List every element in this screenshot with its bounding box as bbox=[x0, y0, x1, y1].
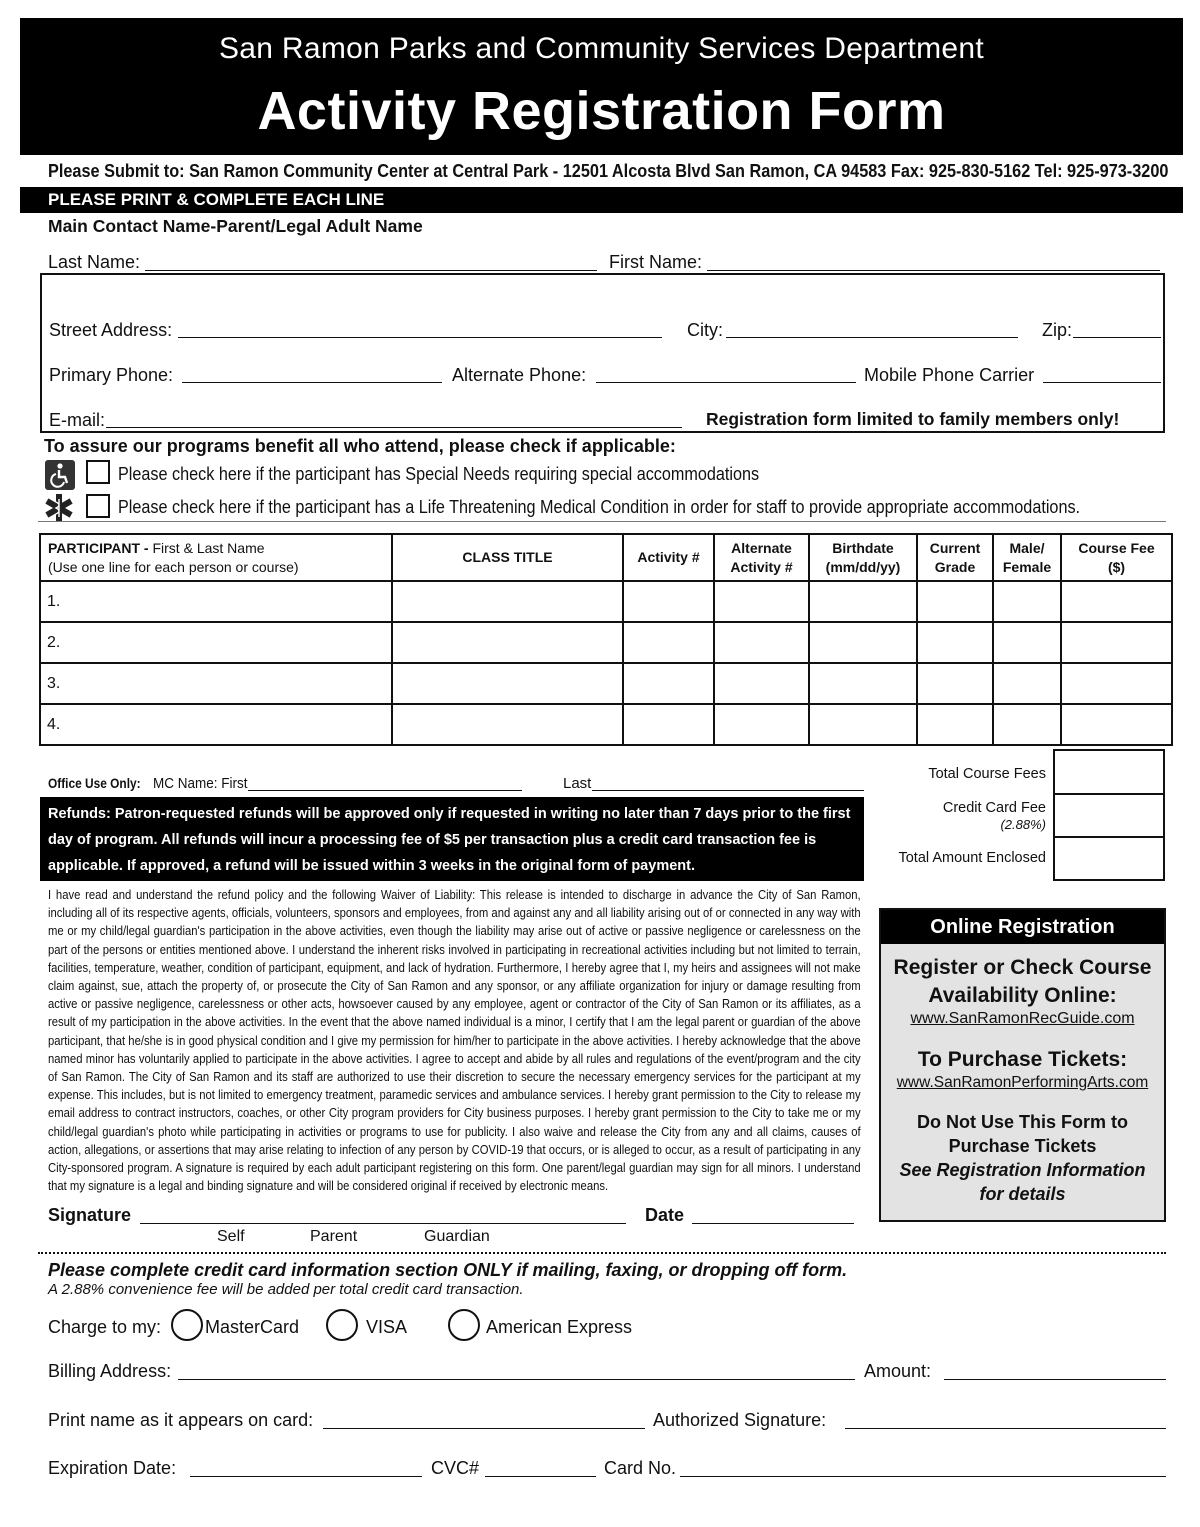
alternate-activity-cell[interactable] bbox=[714, 622, 809, 663]
course-fee-cell[interactable] bbox=[1061, 622, 1172, 663]
print-name-field[interactable] bbox=[323, 1428, 645, 1429]
mc-first-field[interactable] bbox=[248, 790, 522, 791]
total-amount-box[interactable] bbox=[1053, 836, 1165, 881]
department-name: San Ramon Parks and Community Services Department bbox=[218, 32, 984, 65]
mc-last-label: Last bbox=[563, 775, 592, 792]
course-fee-cell[interactable] bbox=[1061, 704, 1172, 745]
total-course-fees-box[interactable] bbox=[1053, 749, 1165, 795]
form-title: Activity Registration Form bbox=[257, 81, 946, 141]
visa-radio[interactable] bbox=[326, 1309, 358, 1341]
gender-cell[interactable] bbox=[993, 704, 1061, 745]
total-amount-label: Total Amount Enclosed bbox=[898, 850, 1046, 866]
print-name-label: Print name as it appears on card: bbox=[48, 1410, 314, 1430]
accommodations-divider bbox=[38, 521, 1166, 522]
see-info-1: See Registration Information bbox=[899, 1160, 1146, 1180]
date-field[interactable] bbox=[692, 1223, 854, 1224]
authorized-signature-field[interactable] bbox=[845, 1428, 1166, 1429]
alternate-phone-field[interactable] bbox=[596, 382, 856, 383]
performing-arts-link[interactable]: www.SanRamonPerformingArts.com bbox=[896, 1074, 1149, 1091]
zip-field[interactable] bbox=[1073, 337, 1161, 338]
authorized-signature-label: Authorized Signature: bbox=[653, 1410, 827, 1430]
table-row bbox=[40, 663, 1172, 704]
mastercard-radio[interactable] bbox=[171, 1309, 203, 1341]
grade-cell[interactable] bbox=[917, 663, 993, 704]
special-needs-label: Please check here if the participant has Special Needs requiring special accommodations bbox=[118, 464, 760, 484]
table-row bbox=[40, 581, 1172, 622]
class-title-header: CLASS TITLE bbox=[392, 534, 623, 581]
class-title-cell[interactable] bbox=[392, 581, 623, 622]
waiver-text: I have read and understand the refund policy and the following Waiver of Liability: This release is intended to discharge in advance the City of San Ramon, including all of its respective agents, officials, volunteers, sponsors and employees, from and against any and all liability arising out of or connected in any way with me or my child/legal guardian's participation in the above activities, even though the liability may arise out of active or passive negligence or carelessness on the part of the persons or entities mentioned above. I understand the inherent risks involved in participating in recreational activities including but not limited to terrain, facilities, temperature, weather, condition of participant, equipment, and lack of hydration. Furthermore, I hereby agree that I, my heirs and assignees will not make claim against, sue, attach the property of, or prosecute the City of San Ramon and any sponsor, or any affiliate organization for injury or damage resulting from active or passive negligence, carelessness or other acts, howsoever caused by any employee, agent or contractor of the City of San Ramon or its affiliates, as a result of my participation in the above activities. In the event that the above named individual is a minor, I certify that I am the legal parent or guardian of the above participant, that he/she is in good physical condition and I give my permission for him/her to participate in the above activities. I hereby acknowledge that the above named minor has voluntarily applied to participate in the above activities. I agree to accept and abide by all rules and regulations of the event/program and the city of San Ramon. The City of San Ramon and its staff are authorized to use their discretion to secure the necessary emergency services for the participant at my expense. This includes, but is not limited to emergency treatment, paramedic services and ambulance services. I hereby grant permission to the City to release my email address to contract instructors, coaches, or other City program providers for City business purposes. I hereby grant permission to the City to take me or my child/legal guardian's photo while participating in activities or programs to use for publicity. I also waive and release the City from any and all claims, causes of action, allegations, or assertions that may arise relating to infection of any person by COVID-19 that occurs, or is alleged to occur, as a result of participating in any City-sponsored program. A signature is required by each adult participant registering on this form. One parent/legal guardian may sign for all minors. I understand that my signature is a legal and binding signature and will be considered original if received by electronic means. bbox=[48, 888, 861, 1194]
wheelchair-icon bbox=[45, 460, 75, 495]
first-name-label: First Name: bbox=[609, 252, 703, 272]
activity-header: Activity # bbox=[623, 534, 714, 581]
refund-policy: Refunds: Patron-requested refunds will be approved only if requested in writing no later than 7 days prior to the first day of program. All refunds will incur a processing fee of $5 per transaction plus a credit card transaction fee is applicable. If approved, a refund will be issued within 3 weeks in the original form of payment. bbox=[40, 797, 864, 881]
table-row bbox=[40, 704, 1172, 745]
mc-first-label: MC Name: First bbox=[153, 775, 248, 792]
charge-label: Charge to my: bbox=[48, 1317, 162, 1337]
self-label: Self bbox=[217, 1228, 245, 1245]
birthdate-cell[interactable] bbox=[809, 704, 917, 745]
gender-cell[interactable] bbox=[993, 663, 1061, 704]
medical-star-icon bbox=[44, 493, 74, 528]
participant-header: PARTICIPANT - First & Last Name (Use one line for each person or course) bbox=[40, 534, 392, 581]
amount-field[interactable] bbox=[944, 1379, 1166, 1380]
city-field[interactable] bbox=[726, 337, 1018, 338]
activity-cell[interactable] bbox=[623, 622, 714, 663]
participant-table bbox=[39, 533, 1173, 746]
mobile-carrier-field[interactable] bbox=[1043, 382, 1161, 383]
visa-label: VISA bbox=[366, 1317, 408, 1337]
gender-cell[interactable] bbox=[993, 581, 1061, 622]
parent-label: Parent bbox=[310, 1228, 358, 1245]
signature-field[interactable] bbox=[140, 1223, 626, 1224]
alternate-activity-cell[interactable] bbox=[714, 663, 809, 704]
special-needs-checkbox[interactable] bbox=[86, 460, 110, 484]
last-name-label: Last Name: bbox=[48, 252, 141, 272]
register-text-1: Register or Check Course bbox=[893, 956, 1152, 979]
mobile-carrier-label: Mobile Phone Carrier bbox=[864, 365, 1035, 385]
online-registration-heading: Online Registration bbox=[881, 910, 1164, 944]
cut-line bbox=[38, 1252, 1166, 1254]
guardian-label: Guardian bbox=[424, 1228, 490, 1245]
birthdate-cell[interactable] bbox=[809, 581, 917, 622]
mc-last-field[interactable] bbox=[592, 790, 864, 791]
first-name-field[interactable] bbox=[707, 270, 1160, 271]
alternate-activity-cell[interactable] bbox=[714, 704, 809, 745]
family-note: Registration form limited to family members only! bbox=[706, 409, 1120, 429]
contact-heading: Main Contact Name-Parent/Legal Adult Name bbox=[48, 216, 423, 236]
card-number-field[interactable] bbox=[680, 1476, 1166, 1477]
activity-cell[interactable] bbox=[623, 663, 714, 704]
submit-address: Please Submit to: San Ramon Community Center at Central Park - 12501 Alcosta Blvd San Ramon, CA 94583 Fax: 925-830-5162 Tel: 925-973-3200 bbox=[48, 160, 1169, 181]
rec-guide-link[interactable]: www.SanRamonRecGuide.com bbox=[910, 1010, 1135, 1027]
date-label: Date bbox=[645, 1205, 685, 1225]
class-title-cell[interactable] bbox=[392, 663, 623, 704]
form-header bbox=[20, 18, 1183, 155]
amex-label: American Express bbox=[486, 1317, 633, 1337]
city-label: City: bbox=[687, 320, 723, 340]
online-registration-box bbox=[879, 908, 1166, 1222]
credit-card-fee-percent: (2.88%) bbox=[1000, 817, 1046, 832]
cvc-label: CVC# bbox=[431, 1458, 480, 1478]
street-address-field[interactable] bbox=[178, 337, 662, 338]
email-label: E-mail: bbox=[49, 410, 106, 430]
mastercard-label: MasterCard bbox=[205, 1317, 300, 1337]
convenience-fee-note: A 2.88% convenience fee will be added per total credit card transaction. bbox=[48, 1281, 524, 1298]
primary-phone-label: Primary Phone: bbox=[49, 365, 174, 385]
course-fee-cell[interactable] bbox=[1061, 663, 1172, 704]
medical-condition-checkbox[interactable] bbox=[86, 494, 110, 518]
medical-condition-label: Please check here if the participant has a Life Threatening Medical Condition in order for staff to provide appropriate accommodations. bbox=[118, 497, 1081, 517]
participant-name-cell[interactable]: 4. bbox=[40, 704, 392, 745]
gender-cell[interactable] bbox=[993, 622, 1061, 663]
birthdate-cell[interactable] bbox=[809, 622, 917, 663]
grade-cell[interactable] bbox=[917, 622, 993, 663]
grade-header: Current Grade bbox=[917, 534, 993, 581]
street-address-label: Street Address: bbox=[49, 320, 173, 340]
last-name-field[interactable] bbox=[145, 270, 597, 271]
class-title-cell[interactable] bbox=[392, 622, 623, 663]
alternate-activity-cell[interactable] bbox=[714, 581, 809, 622]
billing-address-label: Billing Address: bbox=[48, 1361, 172, 1381]
gender-header: Male/ Female bbox=[993, 534, 1061, 581]
activity-cell[interactable] bbox=[623, 581, 714, 622]
class-title-cell[interactable] bbox=[392, 704, 623, 745]
do-not-use-1: Do Not Use This Form to bbox=[917, 1112, 1128, 1132]
course-fee-cell[interactable] bbox=[1061, 581, 1172, 622]
amex-radio[interactable] bbox=[448, 1309, 480, 1341]
grade-cell[interactable] bbox=[917, 704, 993, 745]
expiration-date-label: Expiration Date: bbox=[48, 1458, 177, 1478]
print-instruction-bar: PLEASE PRINT & COMPLETE EACH LINE bbox=[20, 187, 1183, 213]
office-use-label: Office Use Only: bbox=[48, 775, 141, 791]
email-field[interactable] bbox=[106, 427, 682, 428]
card-number-label: Card No. bbox=[604, 1458, 677, 1478]
activity-cell[interactable] bbox=[623, 704, 714, 745]
cvc-field[interactable] bbox=[485, 1476, 596, 1477]
birthdate-cell[interactable] bbox=[809, 663, 917, 704]
participant-name-cell[interactable]: 1. bbox=[40, 581, 392, 622]
table-row bbox=[40, 622, 1172, 663]
credit-card-fee-box[interactable] bbox=[1053, 793, 1165, 838]
total-course-fees-label: Total Course Fees bbox=[928, 766, 1046, 782]
primary-phone-field[interactable] bbox=[182, 382, 442, 383]
alternate-activity-header: Alternate Activity # bbox=[714, 534, 809, 581]
participant-name-cell[interactable]: 2. bbox=[40, 622, 392, 663]
signature-label: Signature bbox=[48, 1205, 132, 1225]
grade-cell[interactable] bbox=[917, 581, 993, 622]
expiration-date-field[interactable] bbox=[190, 1476, 422, 1477]
birthdate-header: Birthdate (mm/dd/yy) bbox=[809, 534, 917, 581]
credit-card-fee-label: Credit Card Fee bbox=[942, 800, 1046, 816]
billing-address-field[interactable] bbox=[178, 1379, 855, 1380]
amount-label: Amount: bbox=[864, 1361, 932, 1381]
alternate-phone-label: Alternate Phone: bbox=[452, 365, 587, 385]
participant-name-cell[interactable]: 3. bbox=[40, 663, 392, 704]
course-fee-header: Course Fee ($) bbox=[1061, 534, 1172, 581]
see-info-2: for details bbox=[979, 1184, 1066, 1204]
tickets-heading: To Purchase Tickets: bbox=[917, 1048, 1128, 1071]
zip-label: Zip: bbox=[1042, 320, 1073, 340]
accommodations-heading: To assure our programs benefit all who attend, please check if applicable: bbox=[44, 436, 676, 456]
register-text-2: Availability Online: bbox=[928, 984, 1117, 1007]
credit-instruction: Please complete credit card information section ONLY if mailing, faxing, or dropping off form. bbox=[48, 1260, 848, 1280]
do-not-use-2: Purchase Tickets bbox=[948, 1136, 1097, 1156]
